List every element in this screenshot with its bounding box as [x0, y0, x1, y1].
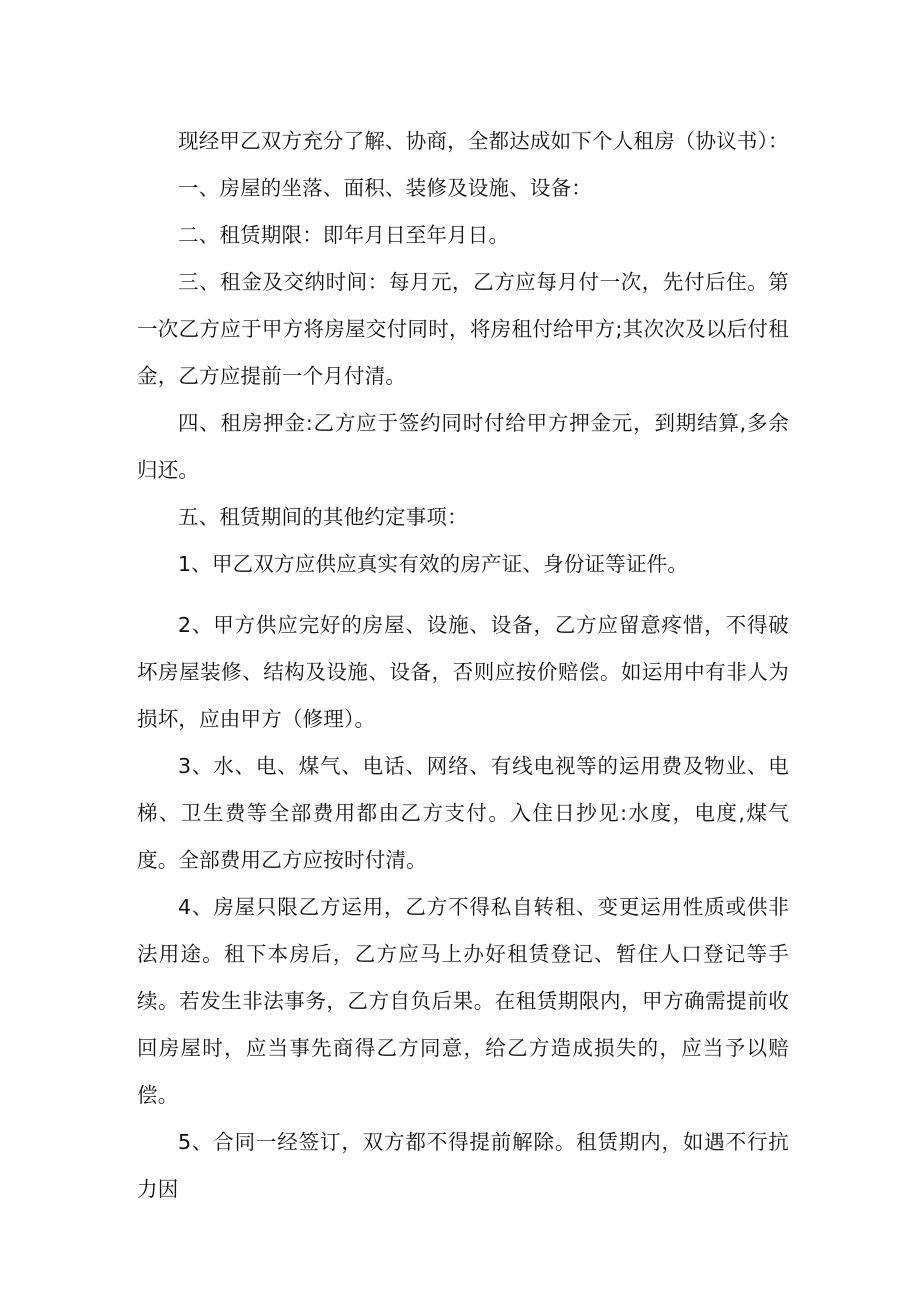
- paragraph-intro: 现经甲乙双方充分了解、协商，全都达成如下个人租房（协议书）：: [178, 129, 789, 153]
- paragraph-item-5: 5、合同一经签订，双方都不得提前解除。租赁期内，如遇不行抗力因: [137, 1130, 789, 1201]
- paragraph-item-1: 1、甲乙双方应供应真实有效的房产证、身份证等证件。: [178, 552, 689, 576]
- paragraph-item-4: 4、房屋只限乙方运用，乙方不得私自转租、变更运用性质或供非法用途。租下本房后，乙方应马上办好租赁登记、暂住人口登记等手续。若发生非法事务，乙方自负后果。在租赁期限内，甲方确需提前收回房屋时，应当事先商得乙方同意，给乙方造成损失的，应当予以赔偿。: [137, 895, 789, 1107]
- paragraph-clause-3: 三、租金及交纳时间：每月元，乙方应每月付一次，先付后住。第一次乙方应于甲方将房屋交付同时，将房租付给甲方;其次次及以后付租金，乙方应提前一个月付清。: [137, 270, 789, 388]
- paragraph-clause-1: 一、房屋的坐落、面积、装修及设施、设备：: [178, 176, 592, 200]
- paragraph-item-2: 2、甲方供应完好的房屋、设施、设备，乙方应留意疼惜，不得破坏房屋装修、结构及设施、设备，否则应按价赔偿。如运用中有非人为损坏，应由甲方（修理）。: [137, 613, 789, 731]
- paragraph-clause-2: 二、租赁期限：即年月日至年月日。: [178, 223, 510, 247]
- paragraph-clause-4: 四、租房押金:乙方应于签约同时付给甲方押金元，到期结算,多余归还。: [137, 411, 789, 482]
- document-body: [137, 118, 789, 1213]
- paragraph-item-3: 3、水、电、煤气、电话、网络、有线电视等的运用费及物业、电梯、卫生费等全部费用都由乙方支付。入住日抄见:水度，电度,煤气度。全部费用乙方应按时付清。: [137, 754, 789, 872]
- paragraph-clause-5: 五、租赁期间的其他约定事项：: [178, 505, 468, 529]
